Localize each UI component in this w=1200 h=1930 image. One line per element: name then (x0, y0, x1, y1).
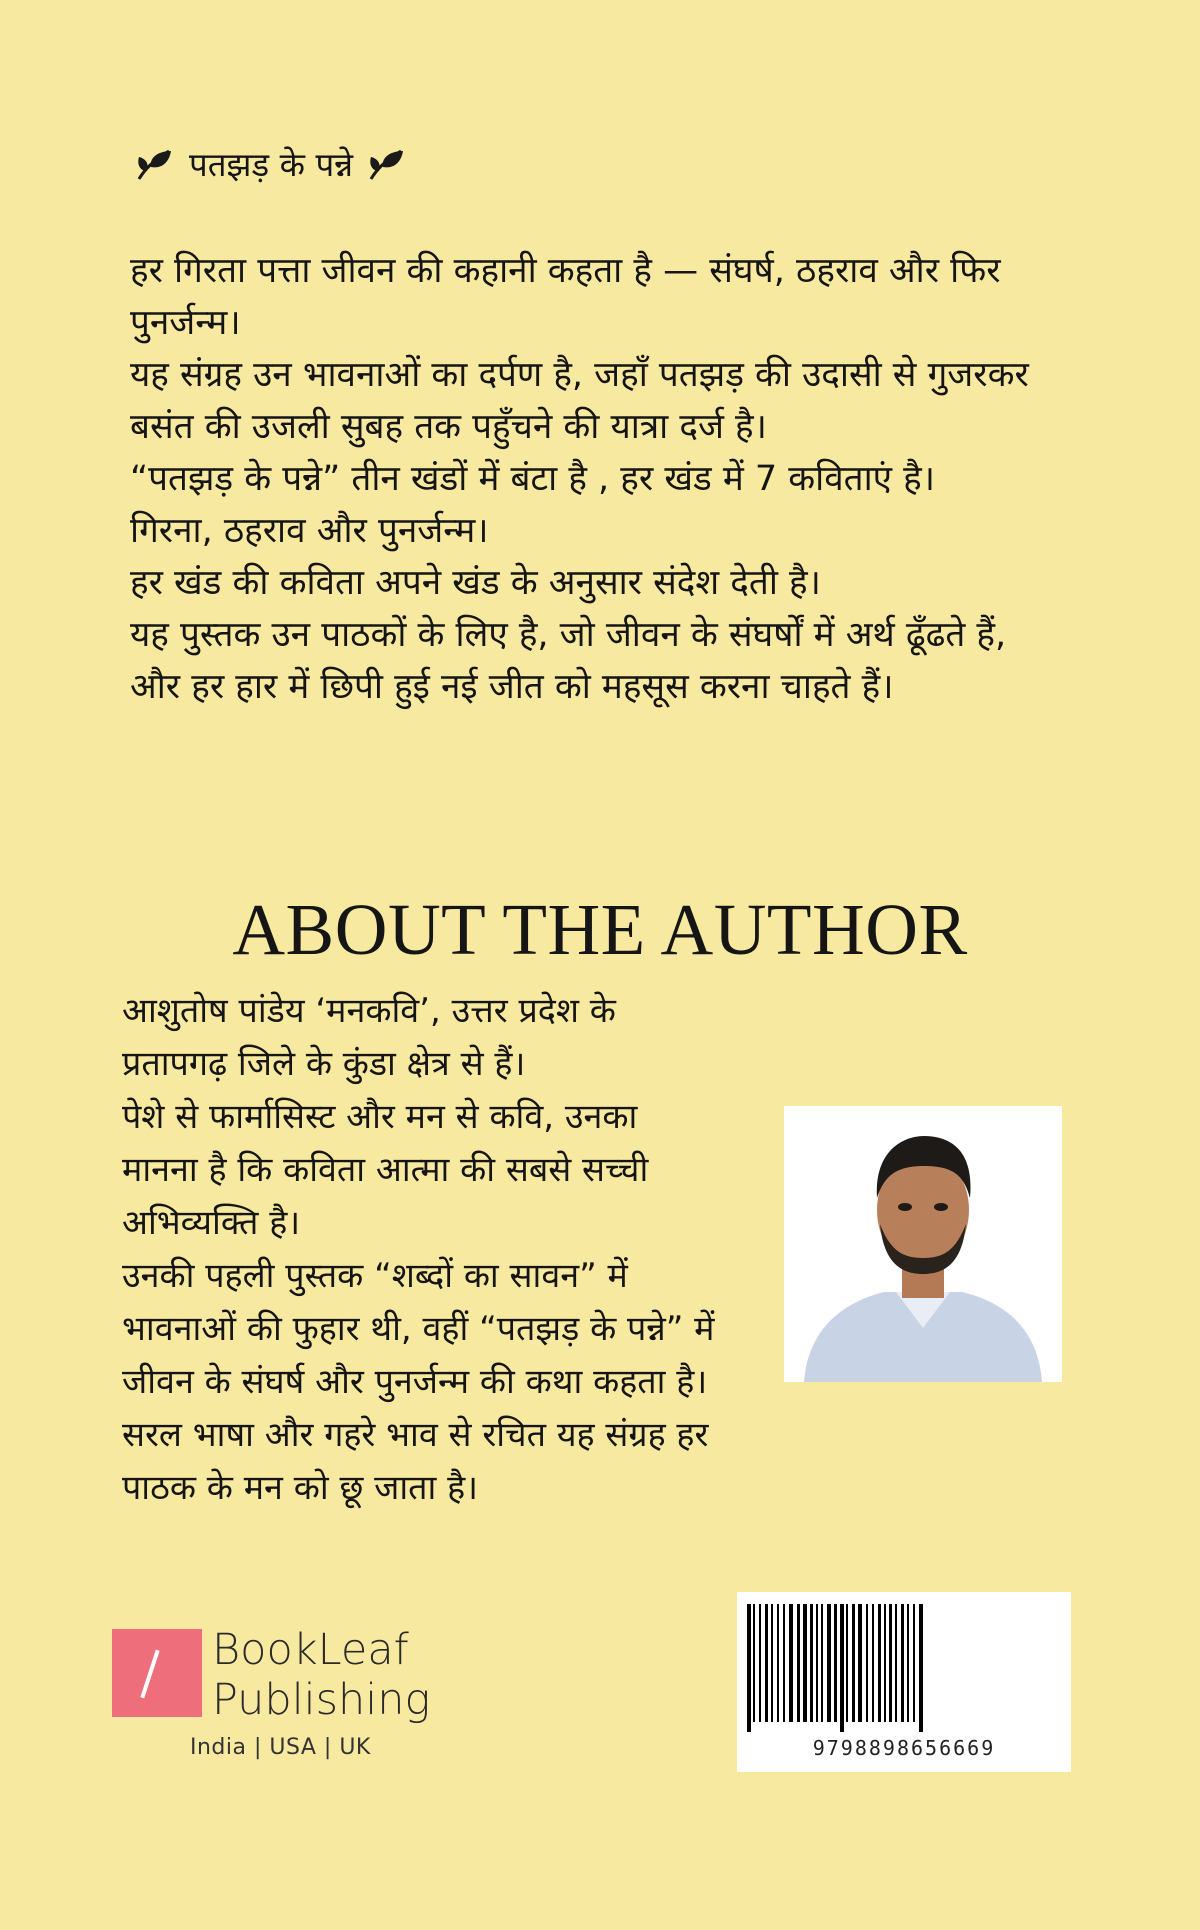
publisher-block (112, 1625, 472, 1765)
publisher-name-line1: BookLeaf (212, 1625, 409, 1675)
blurb-paragraph: यह संग्रह उन भावनाओं का दर्पण है, जहाँ पतझड़ की उदासी से गुजरकर बसंत की उजली सुबह तक पहुँचने की यात्रा दर्ज है। (130, 355, 1029, 447)
publisher-name (212, 1625, 430, 1725)
blurb-paragraph: हर गिरता पत्ता जीवन की कहानी कहता है — संघर्ष, ठहराव और फिर पुनर्जन्म। (130, 251, 1001, 343)
isbn-number: 9798898656669 (812, 1736, 996, 1760)
bio-paragraph: उनकी पहली पुस्तक “शब्दों का सावन” में भावनाओं की फुहार थी, वहीं “पतझड़ के पन्ने” में जीवन के संघर्ष और पुनर्जन्म की कथा कहता है। (122, 1256, 715, 1402)
bio-paragraph: आशुतोष पांडेय ‘मनकवि’, उत्तर प्रदेश के प्रतापगढ़ जिले के कुंडा क्षेत्र से हैं। (122, 991, 616, 1084)
about-author-heading: ABOUT THE AUTHOR (232, 889, 968, 970)
author-bio (122, 985, 722, 1515)
book-blurb (130, 245, 1030, 713)
book-title-line (135, 140, 407, 190)
blurb-paragraph: गिरना, ठहराव और पुनर्जन्म। (130, 511, 489, 551)
leaf-icon (367, 147, 407, 183)
publisher-regions: India | USA | UK (190, 1735, 371, 1760)
barcode (737, 1592, 1071, 1772)
bio-paragraph: पेशे से फार्मासिस्ट और मन से कवि, उनका मानना है कि कविता आत्मा की सबसे सच्ची अभिव्यक्ति है। (122, 1097, 649, 1243)
publisher-name-line2: Publishing (212, 1675, 431, 1725)
barcode-bars (737, 1592, 1071, 1732)
author-photo (784, 1106, 1062, 1382)
book-title-text: पतझड़ के पन्ने (189, 145, 354, 184)
blurb-paragraph: यह पुस्तक उन पाठकों के लिए है, जो जीवन के संघर्षों में अर्थ ढूँढते हैं, और हर हार में छिपी हुई नई जीत को महसूस करना चाहते हैं। (130, 615, 1007, 707)
bio-paragraph: सरल भाषा और गहरे भाव से रचित यह संग्रह हर पाठक के मन को छू जाता है। (122, 1415, 709, 1508)
publisher-logo (112, 1629, 202, 1717)
leaf-icon (135, 147, 175, 183)
blurb-paragraph: हर खंड की कविता अपने खंड के अनुसार संदेश देती है। (130, 563, 821, 603)
blurb-paragraph: “पतझड़ के पन्ने” तीन खंडों में बंटा है , हर खंड में 7 कविताएं है। (130, 459, 936, 499)
